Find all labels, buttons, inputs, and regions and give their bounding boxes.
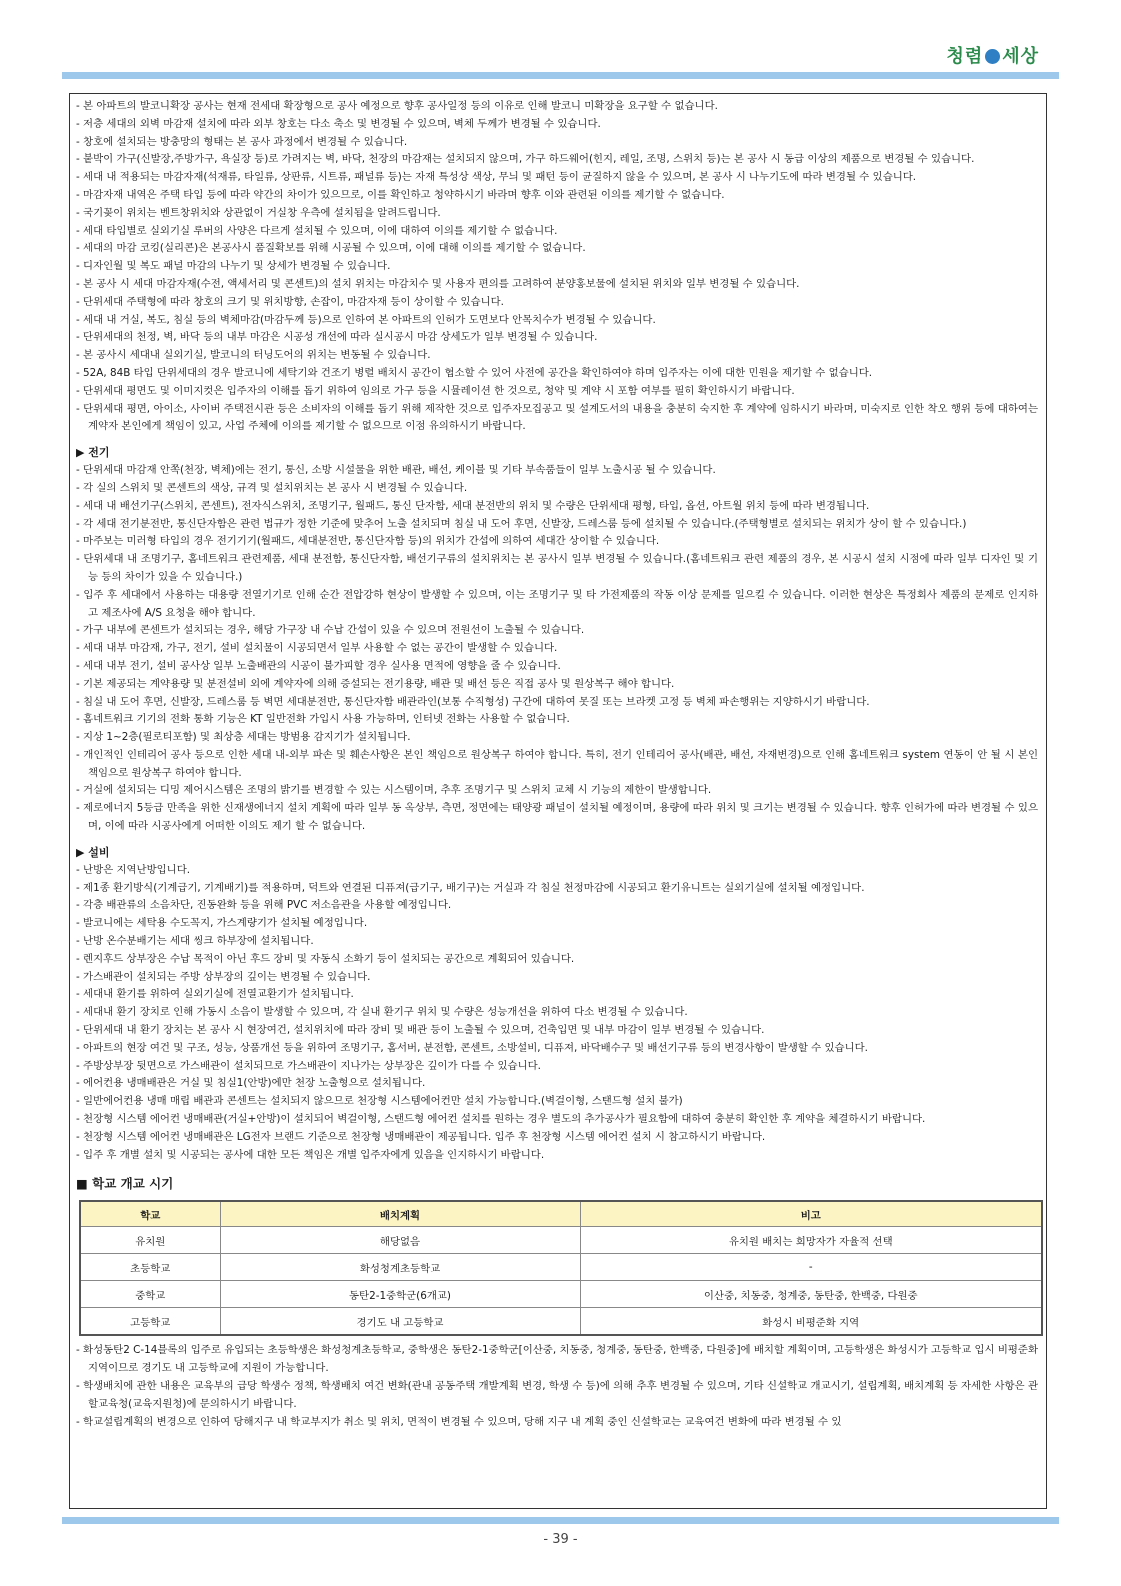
list-item: - 학교설립계획의 변경으로 인하여 당해지구 내 학교부지가 취소 및 위치, 면적이 변경될 수 있으며, 당해 지구 내 계획 중인 신설학교는 교육여건 변화에 따라 변경될 수 있 bbox=[76, 1415, 842, 1428]
list-item: - 디자인월 및 복도 패널 마감의 나누기 및 상세가 변경될 수 있습니다. bbox=[76, 260, 391, 273]
list-item: - 세대 내 적용되는 마감자재(석재류, 타일류, 상판류, 시트류, 패널류 등)는 자재 특성상 색상, 무늬 및 패턴 등이 균질하지 않을 수 있으며, 본 공사 시 나누기도에 따라 변경될 수 있습니다. bbox=[76, 171, 917, 184]
table-row bbox=[80, 1254, 1042, 1281]
intro-list bbox=[76, 98, 1038, 436]
list-item: - 천장형 시스템 에어컨 냉매배관은 LG전자 브랜드 기준으로 천장형 냉매배관이 제공됩니다. 입주 후 천장형 시스템 에어컨 설치 시 참고하시기 바랍니다. bbox=[76, 1130, 766, 1143]
school-table bbox=[79, 1200, 1043, 1336]
table-row bbox=[80, 1227, 1042, 1254]
list-item: - 제1종 환기방식(기계급기, 기계배기)를 적용하며, 덕트와 연결된 디퓨져(급기구, 배기구)는 거실과 각 침실 천정마감에 시공되고 환기유니트는 실외기실에 설치될 예정입니다. bbox=[76, 881, 865, 894]
list-item: - 제로에너지 5등급 만족을 위한 신재생에너지 설치 계획에 따라 일부 동 옥상부, 측면, 정면에는 태양광 패널이 설치될 예정이며, 용량에 따라 위치 및 크기는 변경될 수 있습니다. 향후 인허가에 따라 변경될 수 있으며, 이에 따라 시공사에게 어떠한 이의도 제기 할 수 없습니다. bbox=[76, 802, 1038, 833]
page-number: - 39 - bbox=[543, 1532, 578, 1547]
list-item: - 마주보는 미러형 타입의 경우 전기기기(월패드, 세대분전반, 통신단자함 등)의 위치가 간섭에 의하여 세대간 상이할 수 있습니다. bbox=[76, 535, 660, 548]
cell-plan: 경기도 내 고등학교 bbox=[220, 1308, 580, 1336]
logo bbox=[946, 42, 1039, 68]
cell-note: - bbox=[580, 1254, 1042, 1281]
list-item: - 세대 타입별로 실외기실 루버의 사양은 다르게 설치될 수 있으며, 이에 대하여 이의를 제기할 수 없습니다. bbox=[76, 224, 558, 237]
list-item: - 붙박이 가구(신발장,주방가구, 욕실장 등)로 가려지는 벽, 바닥, 천장의 마감재는 설치되지 않으며, 가구 하드웨어(힌지, 레일, 조명, 스위치 등)는 본 공사 시 동급 이상의 제품으로 변경될 수 있습니다. bbox=[76, 153, 975, 166]
list-item: - 본 아파트의 발코니확장 공사는 현재 전세대 확장형으로 공사 예정으로 향후 공사일정 등의 이유로 인해 발코니 미확장을 요구할 수 없습니다. bbox=[76, 100, 718, 112]
list-item: - 세대 내부 마감재, 가구, 전기, 설비 설치물이 시공되면서 일부 사용할 수 없는 공간이 발생할 수 있습니다. bbox=[76, 642, 558, 655]
list-item: - 발코니에는 세탁용 수도꼭지, 가스계량기가 설치될 예정입니다. bbox=[76, 917, 368, 930]
list-item: - 본 공사 시 세대 마감자재(수전, 액세서리 및 콘센트)의 설치 위치는 마감치수 및 사용자 편의를 고려하여 분양홍보물에 설치된 위치와 일부 변경될 수 있습니다. bbox=[76, 277, 800, 290]
list-item: - 개인적인 인테리어 공사 등으로 인한 세대 내-외부 파손 및 훼손사항은 본인 책임으로 원상복구 하여야 합니다. 특히, 전기 인테리어 공사(배관, 배선, 자재변경)으로 인해 홈네트워크 system 연동이 안 될 시 본인 책임으로 원상복구 하여야 합니다. bbox=[76, 748, 1038, 779]
facilities-list bbox=[76, 862, 1038, 1165]
list-item: - 기본 제공되는 계약용량 및 분전설비 외에 계약자에 의해 증설되는 전기용량, 배관 및 배선 등은 직접 공사 및 원상복구 해야 합니다. bbox=[76, 677, 675, 690]
list-item: - 난방 온수분배기는 세대 씽크 하부장에 설치됩니다. bbox=[76, 935, 314, 948]
list-item: - 입주 후 세대에서 사용하는 대용량 전열기기로 인해 순간 전압강하 현상이 발생할 수 있으며, 이는 조명기구 및 타 가전제품의 작동 이상 문제를 일으킬 수 있습니다. 이러한 현상은 특정회사 제품의 문제로 인지하고 제조사에 A/S 요청을 해야 합니다. bbox=[76, 588, 1038, 619]
list-item: - 화성동탄2 C-14블록의 입주로 유입되는 초등학생은 화성청계초등학교, 중학생은 동탄2-1중학군[이산중, 치동중, 청계중, 동탄중, 한백중, 다원중]에 배치할 계획이며, 고등학생은 화성시가 고등학교 입시 비평준화 지역이므로 경기도 내 고등학교에 지원이 가능합니다. bbox=[76, 1344, 1038, 1375]
list-item: - 에어컨용 냉매배관은 거실 및 침실1(안방)에만 천장 노출형으로 설치됩니다. bbox=[76, 1077, 426, 1090]
list-item: - 단위세대 마감재 안쪽(천장, 벽체)에는 전기, 통신, 소방 시설물을 위한 배관, 배선, 케이블 및 기타 부속품들이 일부 노출시공 될 수 있습니다. bbox=[76, 464, 716, 477]
header-rule bbox=[62, 72, 1059, 79]
facilities-heading: ▶ 설비 bbox=[76, 845, 110, 859]
list-item: - 세대내 환기를 위하여 실외기실에 전열교환기가 설치됩니다. bbox=[76, 988, 354, 1001]
list-item: - 천장형 시스템 에어컨 냉매배관(거실+안방)이 설치되어 벽걸이형, 스탠드형 에어컨 설치를 원하는 경우 별도의 추가공사가 필요함에 대하여 충분히 확인한 후 계약을 체결하시기 바랍니다. bbox=[76, 1113, 926, 1126]
header-note: 비고 bbox=[580, 1201, 1042, 1227]
list-item: - 각 실의 스위치 및 콘센트의 색상, 규격 및 설치위치는 본 공사 시 변경될 수 있습니다. bbox=[76, 481, 468, 494]
list-item: - 단위세대의 천정, 벽, 바닥 등의 내부 마감은 시공성 개선에 따라 실시공시 마감 상세도가 일부 변경될 수 있습니다. bbox=[76, 331, 598, 344]
cell-school: 초등학교 bbox=[80, 1254, 220, 1281]
electric-heading: ▶ 전기 bbox=[76, 446, 110, 460]
list-item: - 52A, 84B 타입 단위세대의 경우 발코니에 세탁기와 건조기 병렬 배치시 공간이 협소할 수 있어 사전에 공간을 확인하여야 하며 입주자는 이에 대한 민원을 제기할 수 없습니다. bbox=[76, 366, 873, 379]
list-item: - 단위세대 내 조명기구, 홈네트워크 관련제품, 세대 분전함, 통신단자함, 배선기구류의 설치위치는 본 공사시 일부 변경될 수 있습니다.(홈네트워크 관련 제품의 경우, 본 시공시 설치 시점에 따라 일부 디자인 및 기능 등의 차이가 있을 수 있습니다.) bbox=[76, 553, 1038, 583]
cell-plan: 화성청계초등학교 bbox=[220, 1254, 580, 1281]
list-item: - 가구 내부에 콘센트가 설치되는 경우, 해당 가구장 내 수납 간섭이 있을 수 있으며 전원선이 노출될 수 있습니다. bbox=[76, 624, 585, 637]
list-item: - 일반에어컨용 냉매 매립 배관과 콘센트는 설치되지 않으므로 천장형 시스템에어컨만 설치 가능합니다.(벽걸이형, 스탠드형 설치 불가) bbox=[76, 1095, 683, 1108]
logo-text-right: 세상 bbox=[1002, 46, 1039, 67]
list-item: - 본 공사시 세대내 실외기실, 발코니의 터닝도어의 위치는 변동될 수 있습니다. bbox=[76, 349, 431, 362]
school-table-header bbox=[80, 1201, 1042, 1227]
list-item: - 국기꽂이 위치는 벤트창위치와 상관없이 거실창 우측에 설치됨을 알려드립니다. bbox=[76, 206, 441, 219]
list-item: - 주방상부장 뒷면으로 가스배관이 설치되므로 가스배관이 지나가는 상부장은 깊이가 다를 수 있습니다. bbox=[76, 1059, 541, 1072]
header-plan: 배치계획 bbox=[220, 1201, 580, 1227]
list-item: - 각층 배관류의 소음차단, 진동완화 등을 위해 PVC 저소음관을 사용할 예정입니다. bbox=[76, 899, 452, 912]
list-item: - 단위세대 내 환기 장치는 본 공사 시 현장여건, 설치위치에 따라 장비 및 배관 등이 노출될 수 있으며, 건축입면 및 내부 마감이 일부 변경될 수 있습니다. bbox=[76, 1024, 765, 1037]
list-item: - 각 세대 전기분전반, 통신단자함은 관련 법규가 정한 기준에 맞추어 노출 설치되며 침실 내 도어 후면, 신발장, 드레스룸 등에 설치될 수 있습니다.(주택형별로 설치되는 위치가 상이 할 수 있습니다.) bbox=[76, 517, 967, 530]
list-item: - 렌지후드 상부장은 수납 목적이 아닌 후드 장비 및 자동식 소화기 등이 설치되는 공간으로 계획되어 있습니다. bbox=[76, 952, 575, 965]
list-item: - 거실에 설치되는 디밍 제어시스템은 조명의 밝기를 변경할 수 있는 시스템이며, 추후 조명기구 및 스위치 교체 시 기능의 제한이 발생합니다. bbox=[76, 784, 712, 797]
cell-note: 유치원 배치는 희망자가 자율적 선택 bbox=[580, 1227, 1042, 1254]
cell-note: 화성시 비평준화 지역 bbox=[580, 1308, 1042, 1336]
table-row bbox=[80, 1308, 1042, 1336]
header-school: 학교 bbox=[80, 1201, 220, 1227]
cell-school: 중학교 bbox=[80, 1281, 220, 1308]
list-item: - 마감자재 내역은 주택 타입 등에 따라 약간의 차이가 있으므로, 이를 확인하고 청약하시기 바라며 향후 이와 관련된 이의를 제기할 수 없습니다. bbox=[76, 188, 725, 201]
list-item: - 학생배치에 관한 내용은 교육부의 급당 학생수 정책, 학생배치 여건 변화(관내 공동주택 개발계획 변경, 학생 수 등)에 의해 추후 변경될 수 있으며, 기타 신설학교 개교시기, 설립계획, 배치계획 등 자세한 사항은 관할교육청(교육지원청)에 문의하시기 바랍니다. bbox=[76, 1380, 1038, 1410]
logo-text-left: 청렴 bbox=[946, 46, 984, 67]
list-item: - 세대 내부 전기, 설비 공사상 일부 노출배관의 시공이 불가피할 경우 실사용 면적에 영향을 줄 수 있습니다. bbox=[76, 659, 561, 672]
cell-note: 이산중, 치동중, 청계중, 동탄중, 한백중, 다원중 bbox=[580, 1281, 1042, 1308]
school-notes-list bbox=[76, 1342, 1038, 1431]
list-item: - 입주 후 개별 설치 및 시공되는 공사에 대한 모든 책임은 개별 입주자에게 있음을 인지하시기 바랍니다. bbox=[76, 1148, 545, 1161]
school-section-title: ■ 학교 개교 시기 bbox=[76, 1176, 174, 1192]
list-item: - 세대 내 거실, 복도, 침실 등의 벽체마감(마감두께 등)으로 인하여 본 아파트의 인허가 도면보다 안목치수가 변경될 수 있습니다. bbox=[76, 313, 656, 326]
list-item: - 가스배관이 설치되는 주방 상부장의 깊이는 변경될 수 있습니다. bbox=[76, 970, 371, 983]
content-frame bbox=[69, 93, 1047, 1509]
list-item: - 세대내 환기 장치로 인해 가동시 소음이 발생할 수 있으며, 각 실내 환기구 위치 및 수량은 성능개선을 위하여 다소 변경될 수 있습니다. bbox=[76, 1006, 688, 1019]
cell-plan: 동탄2-1중학군(6개교) bbox=[220, 1281, 580, 1308]
list-item: - 침실 내 도어 후면, 신발장, 드레스룸 등 벽면 세대분전반, 통신단자함 배관라인(보통 수직형성) 구간에 대하여 못질 또는 브라켓 고정 등 벽체 파손행위는 지양하시기 바랍니다. bbox=[76, 695, 870, 708]
electric-list bbox=[76, 462, 1038, 836]
list-item: - 세대 내 배선기구(스위치, 콘센트), 전자식스위치, 조명기구, 월패드, 통신 단자함, 세대 분전반의 위치 및 수량은 단위세대 평형, 타입, 옵션, 아트월 위치 등에 따라 변경됩니다. bbox=[76, 499, 870, 512]
list-item: - 홈네트워크 기기의 전화 통화 기능은 KT 일반전화 가입시 사용 가능하며, 인터넷 전화는 사용할 수 없습니다. bbox=[76, 713, 570, 726]
list-item: - 단위세대 평면도 및 이미지컷은 입주자의 이해를 돕기 위하여 임의로 가구 등을 시뮬레이션 한 것으로, 청약 및 계약 시 포함 여부를 필히 확인하시기 바랍니다. bbox=[76, 384, 795, 397]
cell-school: 유치원 bbox=[80, 1227, 220, 1254]
list-item: - 아파트의 현장 여건 및 구조, 성능, 상품개선 등을 위하여 조명기구, 홈서버, 분전함, 콘센트, 소방설비, 디퓨져, 바닥배수구 및 배선기구류 등의 변경사항이 발생할 수 있습니다. bbox=[76, 1041, 868, 1054]
list-item: - 난방은 지역난방입니다. bbox=[76, 863, 191, 876]
cell-plan: 해당없음 bbox=[220, 1227, 580, 1254]
footer-rule bbox=[62, 1517, 1059, 1524]
logo-emblem-icon bbox=[985, 49, 1000, 64]
list-item: - 세대의 마감 코킹(실리콘)은 본공사시 품질확보를 위해 시공될 수 있으며, 이에 대해 이의를 제기할 수 없습니다. bbox=[76, 242, 586, 255]
table-row bbox=[80, 1281, 1042, 1308]
list-item: - 단위세대 주택형에 따라 창호의 크기 및 위치방향, 손잡이, 마감자재 등이 상이할 수 있습니다. bbox=[76, 295, 504, 308]
list-item: - 저층 세대의 외벽 마감재 설치에 따라 외부 창호는 다소 축소 및 변경될 수 있으며, 벽체 두께가 변경될 수 있습니다. bbox=[76, 117, 601, 130]
list-item: - 지상 1~2층(필로티포함) 및 최상층 세대는 방범용 감지기가 설치됩니다. bbox=[76, 731, 411, 744]
cell-school: 고등학교 bbox=[80, 1308, 220, 1336]
list-item: - 창호에 설치되는 방충망의 형태는 본 공사 과정에서 변경될 수 있습니다. bbox=[76, 135, 408, 148]
list-item: - 단위세대 평면, 아이소, 사이버 주택전시관 등은 소비자의 이해를 돕기 위해 제작한 것으로 입주자모집공고 및 설계도서의 내용을 충분히 숙지한 후 계약에 임하시기 바라며, 미숙지로 인한 착오 행위 등에 대하여는 계약자 본인에게 책임이 있고, 사업 주체에 이의를 제기할 수 없으므로 이점 유의하시기 바랍니다. bbox=[76, 402, 1038, 433]
